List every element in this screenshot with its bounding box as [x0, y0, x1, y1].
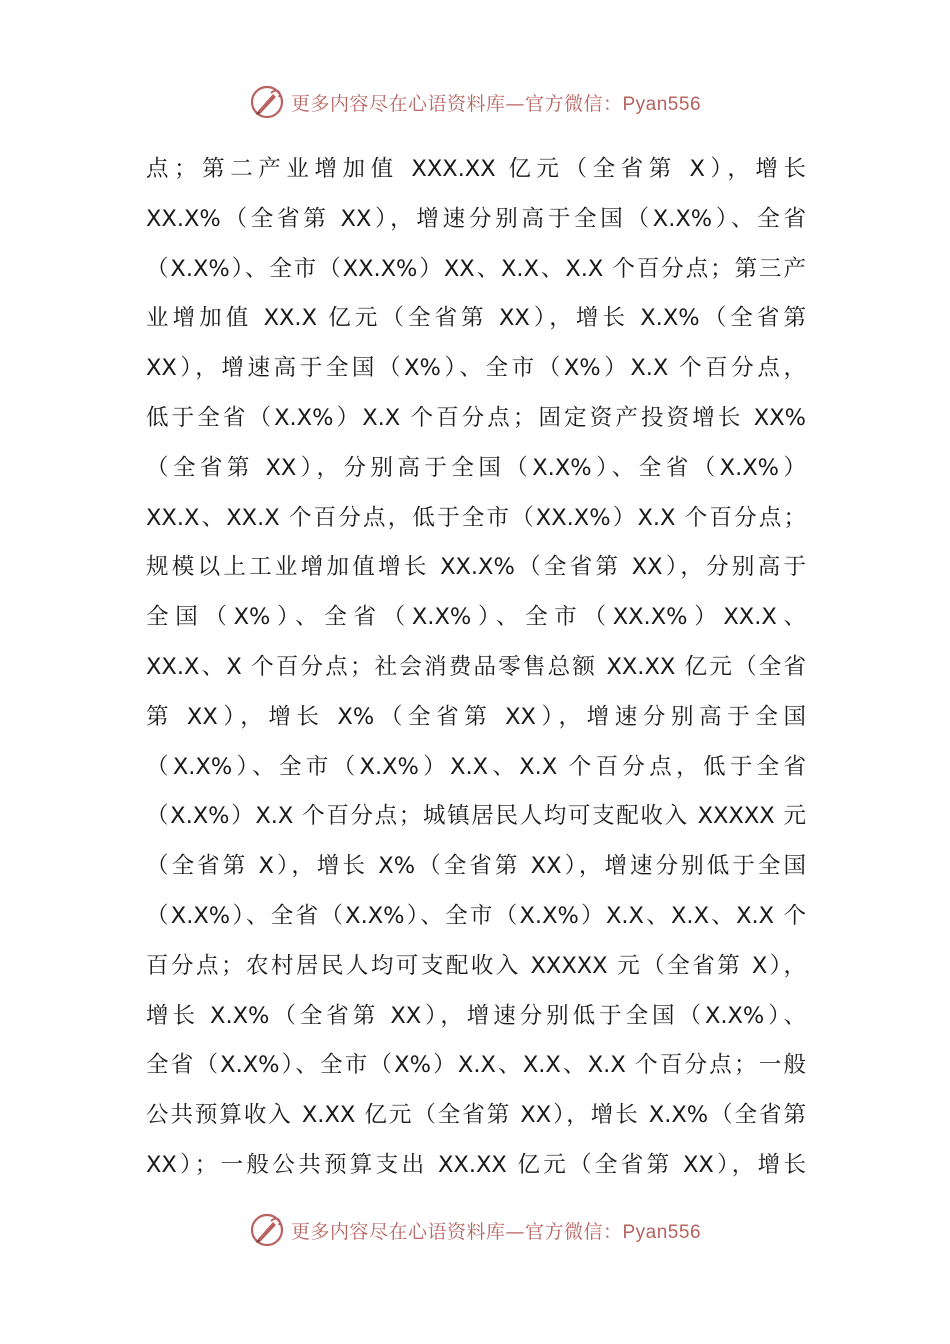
text-line: （X.X%）X.X 个百分点；城镇居民人均可支配收入 XXXXX 元 — [146, 803, 806, 830]
text-line: （全省第 X），增长 X%（全省第 XX），增速分别低于全国 — [146, 853, 806, 880]
pen-circle-logo-icon — [249, 84, 285, 120]
text-line: 百分点；农村居民人均可支配收入 XXXXX 元（全省第 X）， — [146, 952, 806, 979]
footer-banner-text — [291, 1217, 701, 1244]
text-line: （X.X%）、全市（XX.X%）XX、X.X、X.X 个百分点；第三产 — [146, 255, 806, 282]
text-line: 低于全省（X.X%）X.X 个百分点；固定资产投资增长 XX% — [146, 404, 806, 431]
text-line: XX.X、X 个百分点；社会消费品零售总额 XX.XX 亿元（全省 — [146, 653, 806, 680]
document-body — [146, 145, 806, 1191]
text-line: （X.X%）、全市（X.X%）X.X、X.X 个百分点，低于全省 — [146, 753, 806, 780]
text-line: XX.X、XX.X 个百分点，低于全市（XX.X%）X.X 个百分点； — [146, 504, 806, 531]
text-line: 第 XX），增长 X%（全省第 XX），增速分别高于全国 — [146, 703, 806, 730]
text-line: 公共预算收入 X.XX 亿元（全省第 XX），增长 X.X%（全省第 — [146, 1102, 806, 1129]
text-line: （全省第 XX），分别高于全国（X.X%）、全省（X.X%） — [146, 454, 806, 481]
text-line: XX）；一般公共预算支出 XX.XX 亿元（全省第 XX），增长 — [146, 1151, 806, 1178]
header-banner-text — [291, 89, 701, 116]
text-line: XX.X%（全省第 XX），增速分别高于全国（X.X%）、全省 — [146, 205, 806, 232]
header-wechat-id: Pyan556 — [622, 93, 702, 115]
footer-banner-label: 更多内容尽在心语资料库—官方微信： — [290, 1220, 623, 1243]
text-line: XX），增速高于全国（X%）、全市（X%）X.X 个百分点， — [146, 355, 806, 382]
header-banner-label: 更多内容尽在心语资料库—官方微信： — [290, 92, 623, 115]
text-line: 规模以上工业增加值增长 XX.X%（全省第 XX），分别高于 — [146, 554, 806, 581]
text-line: 业增加值 XX.X 亿元（全省第 XX），增长 X.X%（全省第 — [146, 305, 806, 332]
text-line: 全国（X%）、全省（X.X%）、全市（XX.X%）XX.X、 — [146, 604, 806, 631]
text-line: （X.X%）、全省（X.X%）、全市（X.X%）X.X、X.X、X.X 个 — [146, 902, 806, 929]
footer-banner — [0, 1208, 950, 1252]
text-line: 点；第二产业增加值 XXX.XX 亿元（全省第 X），增长 — [146, 156, 806, 182]
text-line: 全省（X.X%）、全市（X%）X.X、X.X、X.X 个百分点；一般 — [146, 1052, 806, 1079]
footer-wechat-id: Pyan556 — [622, 1221, 702, 1243]
pen-circle-logo-icon — [249, 1212, 285, 1248]
header-banner — [0, 80, 950, 124]
text-line: 增长 X.X%（全省第 XX），增速分别低于全国（X.X%）、 — [146, 1002, 806, 1029]
